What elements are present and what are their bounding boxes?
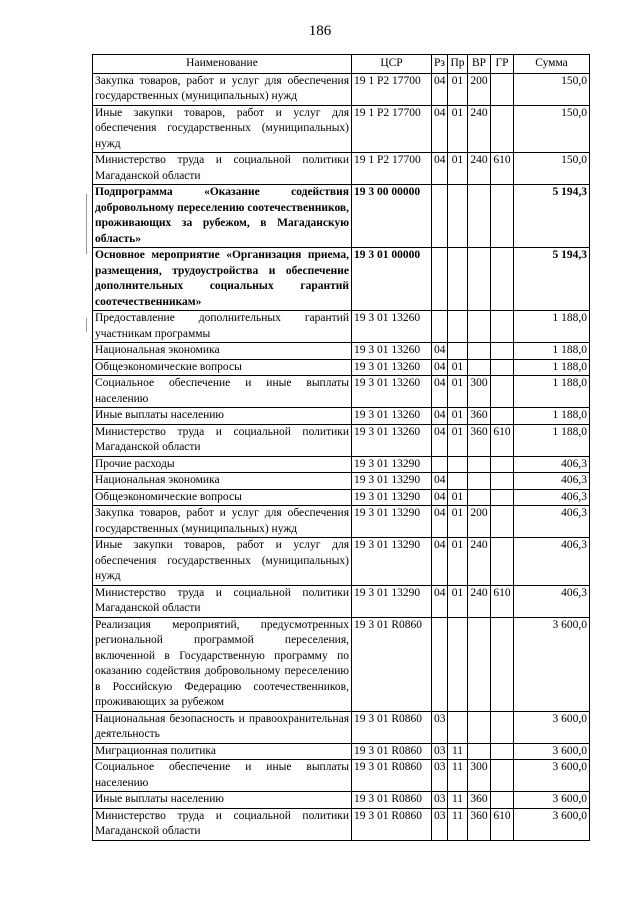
row-csr: 19 3 00 00000: [352, 185, 432, 248]
table-row: [93, 760, 590, 792]
row-csr: 19 3 01 R0860: [352, 617, 432, 711]
row-csr: 19 3 01 13260: [352, 343, 432, 360]
table-row: [93, 408, 590, 425]
row-gr: [491, 473, 514, 490]
header-gr: ГР: [491, 55, 514, 74]
row-rz: 04: [432, 359, 448, 376]
row-pr: 01: [448, 376, 468, 408]
row-vr: [468, 743, 491, 760]
row-gr: [491, 506, 514, 538]
row-vr: [468, 248, 491, 311]
row-rz: 04: [432, 105, 448, 153]
row-pr: 01: [448, 359, 468, 376]
row-pr: 01: [448, 538, 468, 586]
row-rz: [432, 185, 448, 248]
row-vr: 300: [468, 760, 491, 792]
row-pr: 01: [448, 506, 468, 538]
header-vr: ВР: [468, 55, 491, 74]
table-row: [93, 711, 590, 743]
row-sum: 150,0: [514, 73, 590, 105]
row-vr: [468, 185, 491, 248]
row-pr: 11: [448, 808, 468, 840]
margin-mark: [86, 318, 91, 332]
row-vr: 360: [468, 424, 491, 456]
row-sum: 406,3: [514, 506, 590, 538]
row-csr: 19 1 P2 17700: [352, 153, 432, 185]
row-vr: [468, 343, 491, 360]
row-name: Министерство труда и социальной политики Магаданской области: [93, 808, 352, 840]
row-pr: [448, 248, 468, 311]
row-rz: 04: [432, 408, 448, 425]
row-name: Иные закупки товаров, работ и услуг для обеспечения государственных (муниципальных) нужд: [93, 538, 352, 586]
table-row: [93, 153, 590, 185]
row-gr: [491, 760, 514, 792]
row-pr: 01: [448, 105, 468, 153]
row-pr: [448, 311, 468, 343]
row-gr: 610: [491, 153, 514, 185]
row-csr: 19 3 01 13260: [352, 424, 432, 456]
row-vr: [468, 359, 491, 376]
row-name: Министерство труда и социальной политики Магаданской области: [93, 153, 352, 185]
row-name: Общеэкономические вопросы: [93, 359, 352, 376]
row-gr: [491, 248, 514, 311]
row-vr: 300: [468, 376, 491, 408]
row-pr: 01: [448, 408, 468, 425]
row-csr: 19 1 P2 17700: [352, 73, 432, 105]
row-name: Основное мероприятие «Организация приема, размещения, трудоустройства и обеспечение дополнительных социальных гарантий соотечественникам»: [93, 248, 352, 311]
row-rz: 03: [432, 760, 448, 792]
row-vr: 360: [468, 808, 491, 840]
row-pr: 01: [448, 153, 468, 185]
row-rz: 04: [432, 538, 448, 586]
row-sum: 5 194,3: [514, 248, 590, 311]
header-sum: Сумма: [514, 55, 590, 74]
table-row: [93, 73, 590, 105]
row-rz: 04: [432, 585, 448, 617]
row-gr: [491, 105, 514, 153]
row-name: Национальная экономика: [93, 343, 352, 360]
row-vr: 360: [468, 792, 491, 809]
row-csr: 19 3 01 13260: [352, 408, 432, 425]
row-gr: [491, 376, 514, 408]
row-rz: 04: [432, 73, 448, 105]
row-gr: [491, 456, 514, 473]
row-vr: 240: [468, 105, 491, 153]
row-csr: 19 3 01 R0860: [352, 743, 432, 760]
row-csr: 19 3 01 13290: [352, 489, 432, 506]
budget-table: [92, 54, 590, 841]
table-row: [93, 359, 590, 376]
row-name: Министерство труда и социальной политики Магаданской области: [93, 424, 352, 456]
row-vr: [468, 617, 491, 711]
row-name: Подпрограмма «Оказание содействия добровольному переселению соотечественников, проживающих за рубежом, в Магаданскую область»: [93, 185, 352, 248]
row-vr: 360: [468, 408, 491, 425]
row-pr: 11: [448, 792, 468, 809]
table-row: [93, 585, 590, 617]
row-gr: [491, 743, 514, 760]
row-csr: 19 3 01 13290: [352, 506, 432, 538]
header-csr: ЦСР: [352, 55, 432, 74]
row-name: Социальное обеспечение и иные выплаты населению: [93, 376, 352, 408]
row-sum: 1 188,0: [514, 343, 590, 360]
row-sum: 3 600,0: [514, 760, 590, 792]
header-pr: Пр: [448, 55, 468, 74]
row-gr: 610: [491, 585, 514, 617]
row-name: Социальное обеспечение и иные выплаты населению: [93, 760, 352, 792]
row-rz: 03: [432, 711, 448, 743]
row-sum: 1 188,0: [514, 376, 590, 408]
row-pr: 11: [448, 743, 468, 760]
row-name: Предоставление дополнительных гарантий участникам программы: [93, 311, 352, 343]
row-gr: [491, 311, 514, 343]
row-name: Иные закупки товаров, работ и услуг для обеспечения государственных (муниципальных) нужд: [93, 105, 352, 153]
table-row: [93, 473, 590, 490]
row-sum: 150,0: [514, 153, 590, 185]
header-name: Наименование: [93, 55, 352, 74]
header-rz: Рз: [432, 55, 448, 74]
row-rz: [432, 456, 448, 473]
table-row: [93, 311, 590, 343]
row-rz: 03: [432, 808, 448, 840]
row-sum: 406,3: [514, 489, 590, 506]
row-vr: 240: [468, 585, 491, 617]
row-pr: 11: [448, 760, 468, 792]
row-vr: 200: [468, 506, 491, 538]
row-csr: 19 3 01 R0860: [352, 792, 432, 809]
row-rz: 04: [432, 506, 448, 538]
row-pr: 01: [448, 73, 468, 105]
row-gr: [491, 73, 514, 105]
row-gr: [491, 489, 514, 506]
row-name: Реализация мероприятий, предусмотренных региональной программой переселения, включенной в Государственную программу по оказанию содействия добровольному переселению в Российскую Федерацию соотечественников, проживающих за рубежом: [93, 617, 352, 711]
row-gr: [491, 617, 514, 711]
row-csr: 19 3 01 13260: [352, 311, 432, 343]
row-csr: 19 3 01 13260: [352, 376, 432, 408]
row-rz: 04: [432, 473, 448, 490]
row-name: Иные выплаты населению: [93, 408, 352, 425]
row-sum: 1 188,0: [514, 408, 590, 425]
row-gr: [491, 408, 514, 425]
row-name: Миграционная политика: [93, 743, 352, 760]
row-rz: 04: [432, 343, 448, 360]
row-pr: 01: [448, 489, 468, 506]
row-pr: [448, 343, 468, 360]
row-sum: 406,3: [514, 473, 590, 490]
table-row: [93, 808, 590, 840]
row-sum: 3 600,0: [514, 792, 590, 809]
table-row: [93, 105, 590, 153]
row-vr: [468, 711, 491, 743]
margin-mark: [86, 194, 91, 254]
row-name: Закупка товаров, работ и услуг для обеспечения государственных (муниципальных) нужд: [93, 73, 352, 105]
table-row: [93, 248, 590, 311]
row-rz: 04: [432, 489, 448, 506]
table-row: [93, 617, 590, 711]
table-row: [93, 489, 590, 506]
row-gr: [491, 792, 514, 809]
row-csr: 19 3 01 13290: [352, 473, 432, 490]
row-rz: 03: [432, 792, 448, 809]
row-rz: 04: [432, 153, 448, 185]
row-sum: 5 194,3: [514, 185, 590, 248]
row-csr: 19 3 01 13290: [352, 585, 432, 617]
table-row: [93, 506, 590, 538]
row-gr: 610: [491, 808, 514, 840]
row-pr: [448, 711, 468, 743]
row-name: Министерство труда и социальной политики Магаданской области: [93, 585, 352, 617]
row-pr: [448, 617, 468, 711]
table-row: [93, 792, 590, 809]
row-vr: 240: [468, 153, 491, 185]
row-gr: [491, 711, 514, 743]
row-pr: [448, 473, 468, 490]
row-vr: 240: [468, 538, 491, 586]
table-row: [93, 456, 590, 473]
row-sum: 1 188,0: [514, 311, 590, 343]
row-name: Национальная экономика: [93, 473, 352, 490]
row-name: Прочие расходы: [93, 456, 352, 473]
table-header-row: [93, 55, 590, 74]
row-gr: [491, 538, 514, 586]
row-gr: 610: [491, 424, 514, 456]
table-row: [93, 424, 590, 456]
row-name: Закупка товаров, работ и услуг для обеспечения государственных (муниципальных) нужд: [93, 506, 352, 538]
row-sum: 3 600,0: [514, 808, 590, 840]
row-name: Иные выплаты населению: [93, 792, 352, 809]
row-rz: 04: [432, 424, 448, 456]
row-sum: 150,0: [514, 105, 590, 153]
row-csr: 19 3 01 R0860: [352, 711, 432, 743]
row-rz: [432, 311, 448, 343]
row-pr: 01: [448, 585, 468, 617]
table-row: [93, 343, 590, 360]
row-gr: [491, 343, 514, 360]
row-sum: 406,3: [514, 456, 590, 473]
row-sum: 1 188,0: [514, 424, 590, 456]
row-csr: 19 1 P2 17700: [352, 105, 432, 153]
row-sum: 406,3: [514, 538, 590, 586]
table-row: [93, 538, 590, 586]
row-rz: 04: [432, 376, 448, 408]
row-csr: 19 3 01 00000: [352, 248, 432, 311]
row-pr: 01: [448, 424, 468, 456]
row-csr: 19 3 01 R0860: [352, 760, 432, 792]
row-vr: [468, 473, 491, 490]
table-row: [93, 743, 590, 760]
row-gr: [491, 359, 514, 376]
row-name: Национальная безопасность и правоохранительная деятельность: [93, 711, 352, 743]
row-csr: 19 3 01 13290: [352, 538, 432, 586]
row-gr: [491, 185, 514, 248]
row-sum: 3 600,0: [514, 743, 590, 760]
row-rz: 03: [432, 743, 448, 760]
row-csr: 19 3 01 13260: [352, 359, 432, 376]
row-csr: 19 3 01 13290: [352, 456, 432, 473]
row-sum: 1 188,0: [514, 359, 590, 376]
table-row: [93, 185, 590, 248]
row-sum: 3 600,0: [514, 711, 590, 743]
row-name: Общеэкономические вопросы: [93, 489, 352, 506]
row-sum: 406,3: [514, 585, 590, 617]
row-pr: [448, 456, 468, 473]
row-vr: [468, 456, 491, 473]
page-number: 186: [308, 23, 332, 39]
row-sum: 3 600,0: [514, 617, 590, 711]
row-csr: 19 3 01 R0860: [352, 808, 432, 840]
row-rz: [432, 617, 448, 711]
row-rz: [432, 248, 448, 311]
table-row: [93, 376, 590, 408]
row-vr: [468, 311, 491, 343]
row-vr: [468, 489, 491, 506]
row-vr: 200: [468, 73, 491, 105]
row-pr: [448, 185, 468, 248]
